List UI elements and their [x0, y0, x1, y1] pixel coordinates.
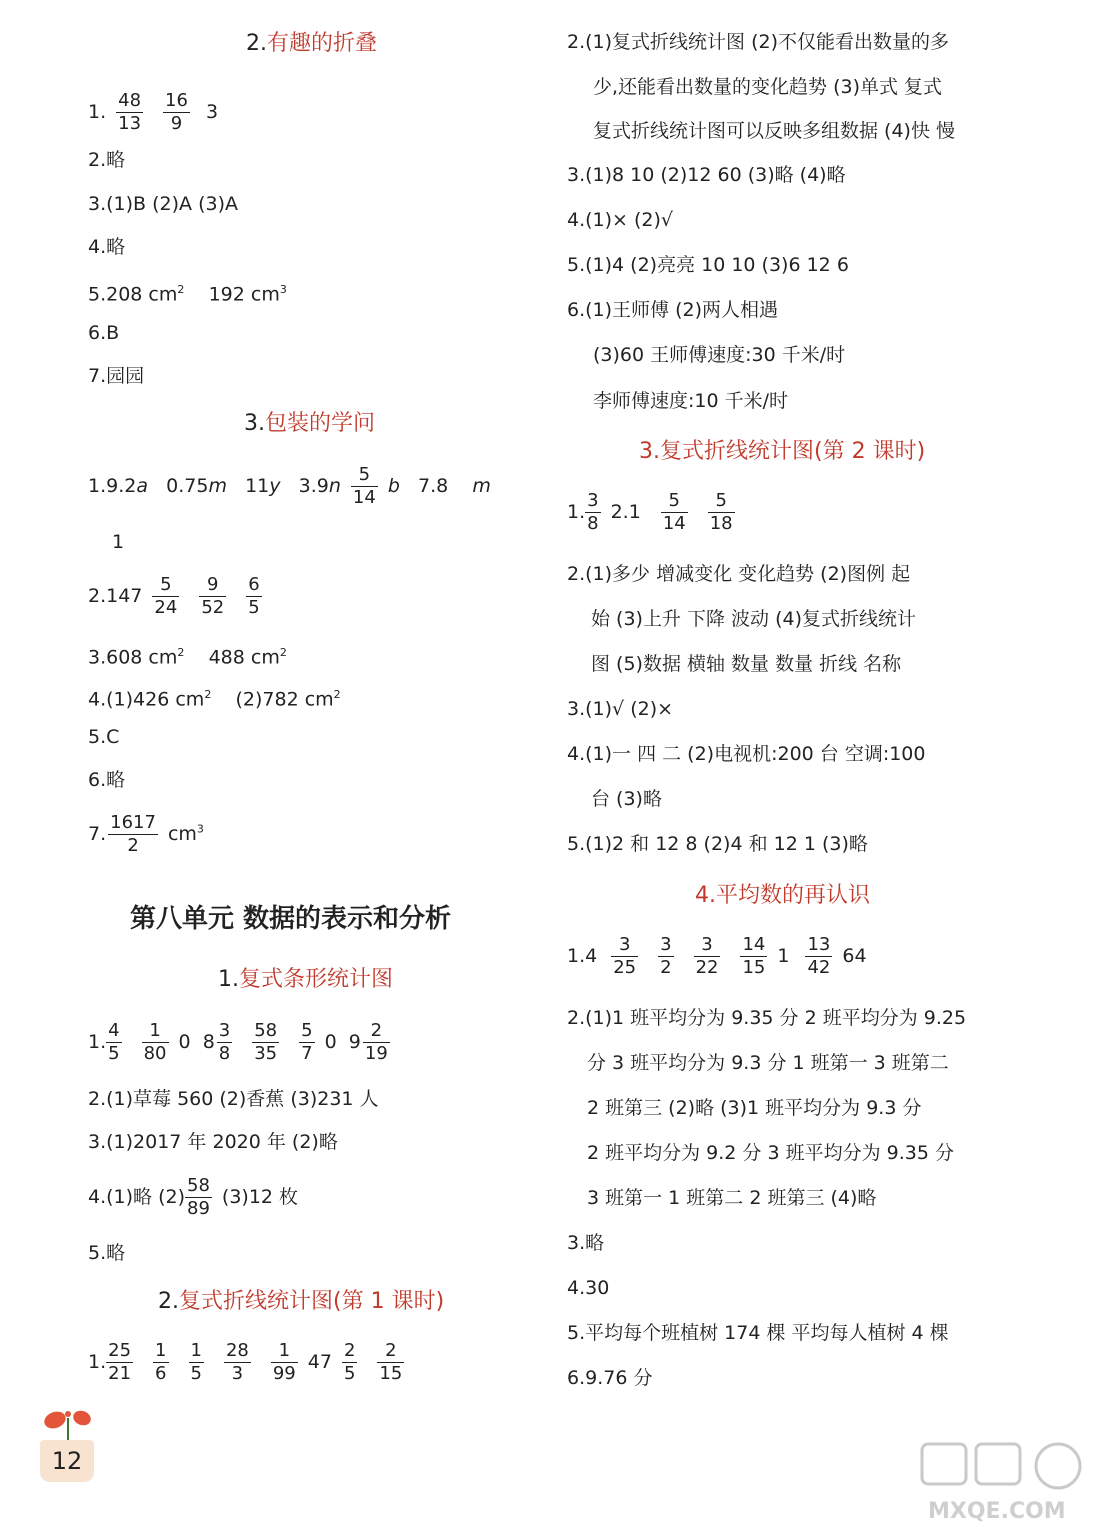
fraction: $\frac{2}{15}$ [379, 1340, 403, 1384]
page-number: 12 [40, 1440, 94, 1482]
fraction: $\frac{58}{35}$ [254, 1020, 278, 1064]
fraction: $\frac{14}{15}$ [742, 934, 766, 978]
answer-line: 始 (3)上升 下降 波动 (4)复式折线统计 [591, 608, 916, 630]
fraction: $\frac{5}{24}$ [154, 574, 178, 618]
answer-line: 3.(1)√ (2)× [567, 698, 674, 720]
fraction: $\frac{13}{42}$ [807, 934, 831, 978]
fraction: $\frac{28}{3}$ [225, 1340, 249, 1384]
answer-line: 6.略 [88, 769, 126, 791]
answer-line: 2.147 $\frac{5}{24}$ $\frac{9}{52}$ $\frac{6}{5}$ [88, 574, 260, 618]
answer-line: 3 班第一 1 班第二 2 班第三 (4)略 [587, 1187, 877, 1209]
answer-line: 2.(1)1 班平均分为 9.35 分 2 班平均分为 9.25 [567, 1007, 967, 1029]
section-heading: 2.有趣的折叠 [246, 31, 378, 56]
fraction: $\frac{25}{21}$ [108, 1340, 132, 1384]
answer-line: 3.(1)8 10 (2)12 60 (3)略 (4)略 [567, 164, 846, 186]
fraction: $\frac{3}{25}$ [613, 934, 637, 978]
answer-line: 复式折线统计图可以反映多组数据 (4)快 慢 [593, 120, 955, 142]
answer-line: 3.(1)B (2)A (3)A [88, 193, 238, 215]
svg-text:MXQE.COM: MXQE.COM [928, 1499, 1066, 1524]
fraction: $\frac{5}{14}$ [352, 464, 376, 508]
answer-line: 分 3 班平均分为 9.3 分 1 班第一 3 班第二 [587, 1052, 949, 1074]
answer-line: 4.(1)一 四 二 (2)电视机:200 台 空调:100 [567, 743, 926, 765]
fraction: $\frac{9}{52}$ [201, 574, 225, 618]
answer-line: 5.(1)2 和 12 8 (2)4 和 12 1 (3)略 [567, 833, 868, 855]
answer-line: 1. $\frac{3}{8}$ 2.1 $\frac{5}{14}$ $\frac{5}{18}$ [567, 490, 733, 534]
fraction: $\frac{3}{2}$ [660, 934, 672, 978]
answer-line: 1. $\frac{4}{5}$ $\frac{1}{80}$ 0 8 $\frac{3}{8}$ $\frac{58}{35}$ $\frac{5}{7}$ 0 9 $\frac{2}{19}$ [88, 1020, 388, 1064]
answer-line: 1. $\frac{25}{21}$ $\frac{1}{6}$ $\frac{1}{5}$ $\frac{28}{3}$ $\frac{1}{99}$ 47 $\frac{2}{5}$ $\frac{2}{15}$ [88, 1340, 403, 1384]
answer-line: 2.略 [88, 149, 126, 171]
section-heading: 3.包装的学问 [244, 411, 376, 436]
answer-line: 1.9.2a 0.75m 11y 3.9n $\frac{5}{14}$ b 7.8 m [88, 464, 491, 508]
answer-line: 1. $\frac{48}{13}$ $\frac{16}{9}$ 3 [88, 90, 219, 134]
answer-line: 2 班平均分为 9.2 分 3 班平均分为 9.35 分 [587, 1142, 954, 1164]
fraction: $\frac{5}{7}$ [301, 1020, 313, 1064]
fraction: $\frac{16}{9}$ [165, 90, 188, 134]
fraction: $\frac{3}{8}$ [218, 1020, 231, 1064]
answer-line: 少,还能看出数量的变化趋势 (3)单式 复式 [593, 76, 943, 98]
fraction: $\frac{1617}{2}$ [110, 812, 156, 856]
watermark-icon [918, 1440, 1088, 1528]
fraction: $\frac{6}{5}$ [248, 574, 260, 618]
answer-line: 3.608 $cm^2$ 488 $cm^2$ [88, 646, 287, 669]
answer-line: 图 (5)数据 横轴 数量 数量 折线 名称 [591, 653, 902, 675]
fraction: $\frac{1}{5}$ [190, 1340, 202, 1384]
answer-line: 5.平均每个班植树 174 棵 平均每人植树 4 棵 [567, 1322, 949, 1344]
fraction: $\frac{5}{18}$ [709, 490, 733, 534]
answer-line: 4.(1)略 (2) $\frac{58}{89}$ (3)12 枚 [88, 1175, 299, 1219]
fraction: $\frac{2}{5}$ [343, 1340, 356, 1384]
fraction: $\frac{1}{6}$ [155, 1340, 167, 1384]
answer-line: 1 [112, 531, 125, 553]
answer-line: 5.(1)4 (2)亮亮 10 10 (3)6 12 6 [567, 254, 849, 276]
answer-line: 李师傅速度:10 千米/时 [593, 390, 789, 412]
answer-line: 台 (3)略 [591, 788, 662, 810]
answer-line: 4.略 [88, 236, 126, 258]
answer-line: (3)60 王师傅速度:30 千米/时 [593, 344, 846, 366]
watermark-logo [918, 1440, 1088, 1528]
answer-line: 5.208 $cm^2$ 192 $cm^3$ [88, 283, 287, 306]
fraction: $\frac{48}{13}$ [118, 90, 142, 134]
answer-line: 2.(1)草莓 560 (2)香蕉 (3)231 人 [88, 1088, 379, 1110]
answer-line: 7. $\frac{1617}{2}$ $cm^3$ [88, 812, 204, 856]
fraction: $\frac{5}{14}$ [662, 490, 686, 534]
section-heading: 4.平均数的再认识 [695, 883, 871, 908]
section-heading: 1.复式条形统计图 [218, 967, 394, 992]
answer-line: 7.园园 [88, 365, 145, 387]
fraction: $\frac{3}{8}$ [587, 490, 599, 534]
answer-line: 4.(1)426 $cm^2$ (2)782 $cm^2$ [88, 688, 341, 711]
answer-line: 2.(1)多少 增减变化 变化趋势 (2)图例 起 [567, 563, 911, 585]
fraction: $\frac{4}{5}$ [108, 1020, 120, 1064]
fraction: $\frac{58}{89}$ [187, 1175, 210, 1219]
unit-title: 第八单元 数据的表示和分析 [130, 904, 452, 934]
fraction: $\frac{1}{80}$ [143, 1020, 167, 1064]
section-heading: 2.复式折线统计图(第 1 课时) [158, 1289, 445, 1314]
fraction: $\frac{3}{22}$ [695, 934, 719, 978]
answer-line: 6.(1)王师傅 (2)两人相遇 [567, 299, 778, 321]
section-heading: 3.复式折线统计图(第 2 课时) [639, 439, 926, 464]
answer-line: 2 班第三 (2)略 (3)1 班平均分为 9.3 分 [587, 1097, 922, 1119]
answer-line: 4.(1)× (2)√ [567, 209, 674, 231]
answer-line: 6.B [88, 322, 120, 344]
fraction: $\frac{1}{99}$ [272, 1340, 296, 1384]
fraction: $\frac{2}{19}$ [364, 1020, 388, 1064]
leaf-icon [38, 1404, 98, 1444]
answer-line: 3.(1)2017 年 2020 年 (2)略 [88, 1131, 338, 1153]
answer-line: 3.略 [567, 1232, 605, 1254]
answer-line: 2.(1)复式折线统计图 (2)不仅能看出数量的多 [567, 31, 949, 53]
answer-line: 5.C [88, 726, 120, 748]
answer-line: 5.略 [88, 1242, 126, 1264]
answer-line: 6.9.76 分 [567, 1367, 653, 1389]
answer-line: 4.30 [567, 1277, 610, 1299]
answer-line: 1.4 $\frac{3}{25}$ $\frac{3}{2}$ $\frac{3}{22}$ $\frac{14}{15}$ 1 $\frac{13}{42}$ 64 [567, 934, 867, 978]
